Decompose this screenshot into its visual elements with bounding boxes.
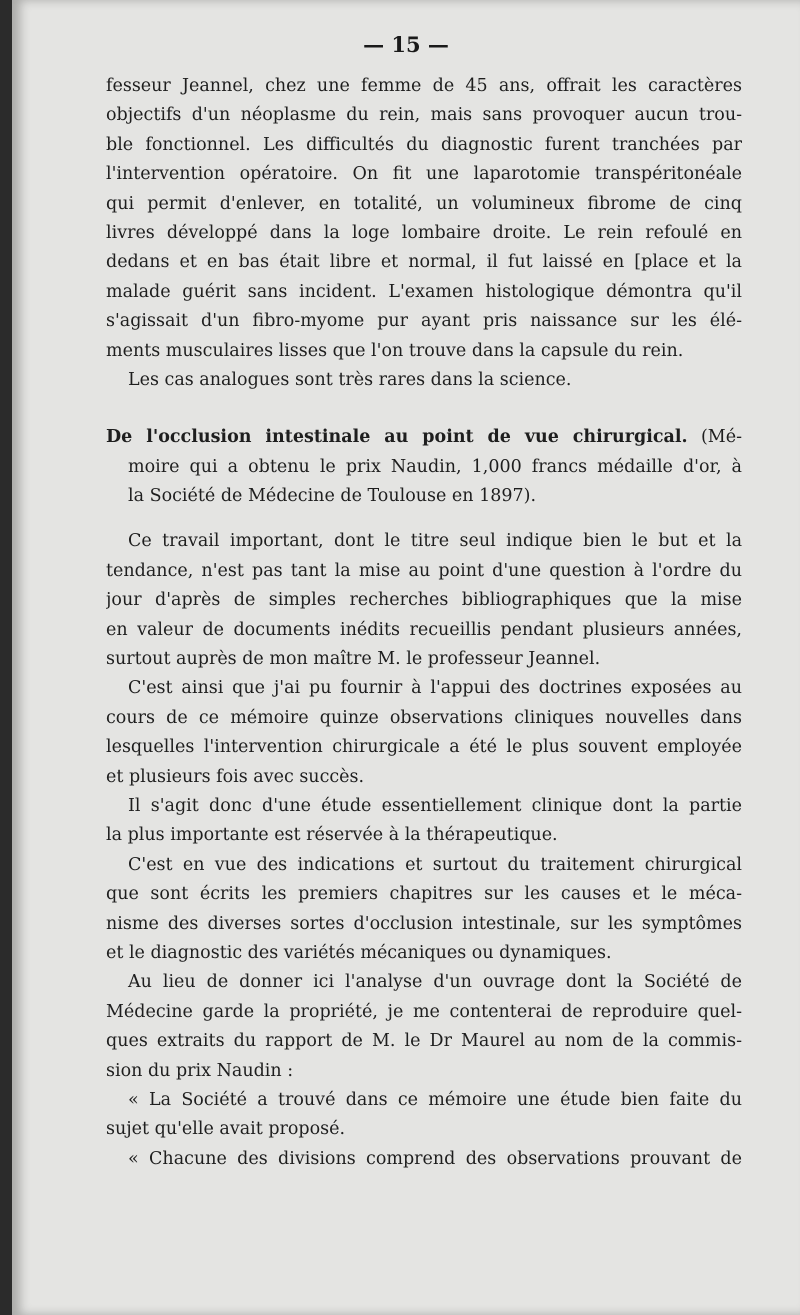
page-number: — 15 — <box>363 32 449 57</box>
text-line: la plus importante est réservée à la thérapeutique. <box>106 825 558 846</box>
paragraph <box>106 527 742 674</box>
book-page <box>12 0 800 1315</box>
text-line: jour d'après de simples recherches bibliographiques que la mise <box>106 590 742 611</box>
paragraph <box>106 674 742 792</box>
section <box>106 423 742 511</box>
text-line: s'agissait d'un fibro-myome pur ayant pris naissance sur les élé- <box>106 311 742 332</box>
text-line: moire qui a obtenu le prix Naudin, 1,000 francs médaille d'or, à <box>128 456 742 477</box>
text-line: l'intervention opératoire. On fit une laparotomie transpéritonéale <box>106 164 742 185</box>
text-line: Au lieu de donner ici l'analyse d'un ouvrage dont la Société de <box>128 972 742 993</box>
text-line: sion du prix Naudin : <box>106 1060 294 1081</box>
paragraph-continuation <box>106 72 742 395</box>
text-line: C'est ainsi que j'ai pu fournir à l'appui des doctrines exposées au <box>128 678 742 699</box>
text-line: « Chacune des divisions comprend des observations prouvant de <box>128 1148 742 1169</box>
section-heading-line <box>106 423 742 452</box>
text-line: Il s'agit donc d'une étude essentiellement clinique dont la partie <box>128 795 742 816</box>
text-line: C'est en vue des indications et surtout du traitement chirurgical <box>128 854 742 875</box>
text-line: dedans et en bas était libre et normal, il fut laissé en [place et la <box>106 252 742 273</box>
text-line: surtout auprès de mon maître M. le professeur Jeannel. <box>106 649 601 670</box>
text-line: tendance, n'est pas tant la mise au point d'une question à l'ordre du <box>106 560 742 581</box>
page-body <box>106 72 742 1174</box>
text-line: Les cas analogues sont très rares dans la science. <box>128 369 572 390</box>
text-line: Ce travail important, dont le titre seul indique bien le but et la <box>128 531 742 552</box>
text-line: objectifs d'un néoplasme du rein, mais sans provoquer aucun trou- <box>106 105 742 126</box>
text-line: cours de ce mémoire quinze observations cliniques nouvelles dans <box>106 707 742 728</box>
text-line: que sont écrits les premiers chapitres sur les causes et le méca- <box>106 884 742 905</box>
text-line: ments musculaires lisses que l'on trouve dans la capsule du rein. <box>106 340 684 361</box>
paragraph <box>106 851 742 969</box>
text-line: ble fonctionnel. Les difficultés du diagnostic furent tranchées par <box>106 134 742 155</box>
paragraph <box>106 968 742 1086</box>
text-line: « La Société a trouvé dans ce mémoire une étude bien faite du <box>128 1089 742 1110</box>
text-line: sujet qu'elle avait proposé. <box>106 1119 346 1140</box>
text-line: et le diagnostic des variétés mécaniques ou dynamiques. <box>106 942 612 963</box>
text-line: nisme des diverses sortes d'occlusion intestinale, sur les symptômes <box>106 913 742 934</box>
text-line: livres développé dans la loge lombaire droite. Le rein refoulé en <box>106 222 742 243</box>
text-line: ques extraits du rapport de M. le Dr Maurel au nom de la commis- <box>106 1031 742 1052</box>
section-heading: De l'occlusion intestinale au point de vue chirurgical. <box>106 427 688 448</box>
paragraph <box>106 792 742 851</box>
quotation <box>106 1145 742 1174</box>
text-line: et plusieurs fois avec succès. <box>106 766 365 787</box>
text-line: qui permit d'enlever, en totalité, un volumineux fibrome de cinq <box>106 193 742 214</box>
text-line: fesseur Jeannel, chez une femme de 45 ans, offrait les caractères <box>106 76 742 96</box>
text-line: la Société de Médecine de Toulouse en 1897). <box>128 486 537 507</box>
text-line: en valeur de documents inédits recueillis pendant plusieurs années, <box>106 619 742 640</box>
text-line: Médecine garde la propriété, je me contenterai de reproduire quel- <box>106 1001 742 1022</box>
section-note-start: (Mé- <box>700 427 742 448</box>
text-line: malade guérit sans incident. L'examen histologique démontra qu'il <box>106 281 742 302</box>
quotation <box>106 1086 742 1145</box>
text-line: lesquelles l'intervention chirurgicale a été le plus souvent employée <box>106 737 742 758</box>
